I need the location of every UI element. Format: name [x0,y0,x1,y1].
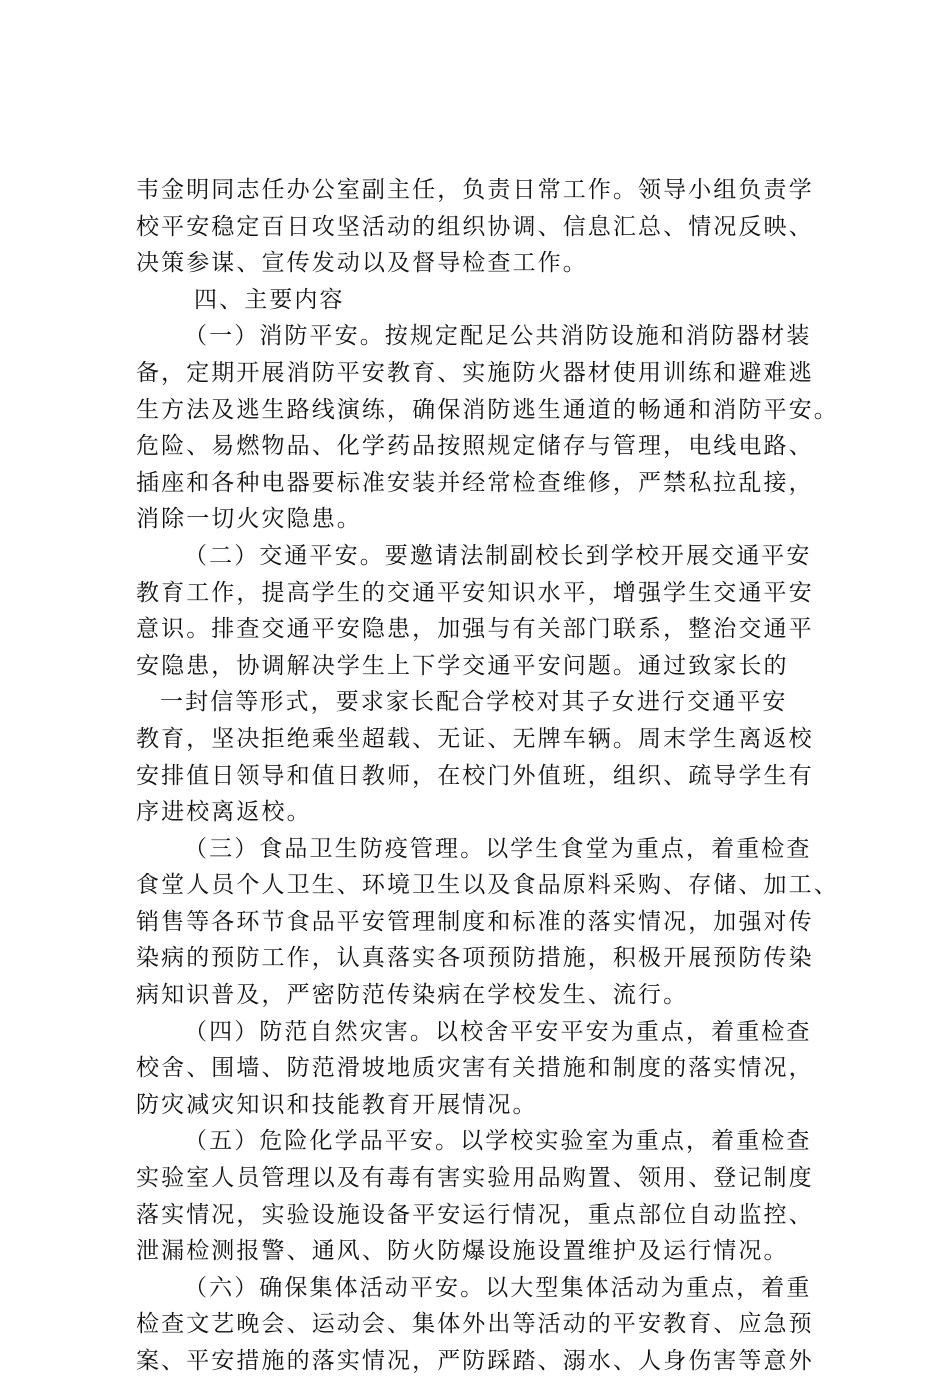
text-line: 一封信等形式，要求家长配合学校对其子女进行交通平安 [160,689,788,716]
text-line: 案、平安措施的落实情况，严防踩踏、溺水、人身伤害等意外 [136,1348,814,1374]
text-line: （四）防范自然灾害。以校舍平安平安为重点，着重检查 [184,1018,812,1045]
text-line: 生方法及逃生路线演练，确保消防逃生通道的畅通和消防平安。 [136,396,839,423]
text-line: 销售等各环节食品平安管理制度和标准的落实情况，加强对传 [136,908,814,935]
text-line: 教育，坚决拒绝乘坐超载、无证、无牌车辆。周末学生离返校 [136,725,814,752]
text-line: 教育工作，提高学生的交通平安知识水平，增强学生交通平安 [136,579,814,606]
text-line: 泄漏检测报警、通风、防火防爆设施设置维护及运行情况。 [136,1238,789,1265]
text-line: 安排值日领导和值日教师，在校门外值班，组织、疏导学生有 [136,762,814,789]
text-line: （二）交通平安。要邀请法制副校长到学校开展交通平安 [184,542,812,569]
text-line: 染病的预防工作，认真落实各项预防措施，积极开展预防传染 [136,945,814,972]
text-line: 韦金明同志任办公室副主任，负责日常工作。领导小组负责学 [136,177,814,203]
text-line: 决策参谋、宣传发动以及督导检查工作。 [136,250,588,277]
text-line: 防灾减灾知识和技能教育开展情况。 [136,1091,538,1118]
text-line: 校平安稳定百日攻坚活动的组织协调、信息汇总、情况反映、 [136,213,814,240]
text-line: 病知识普及，严密防范传染病在学校发生、流行。 [136,982,689,1009]
document-body [136,172,839,1380]
text-line: 校舍、围墙、防范滑坡地质灾害有关措施和制度的落实情况， [136,1055,814,1082]
text-line: （三）食品卫生防疫管理。以学生食堂为重点，着重检查 [184,835,812,862]
text-line: 危险、易燃物品、化学药品按照规定储存与管理，电线电路、 [136,433,814,460]
text-line: （五）危险化学品平安。以学校实验室为重点，着重检查 [184,1128,812,1155]
text-line: （一）消防平安。按规定配足公共消防设施和消防器材装 [184,323,812,350]
text-line: 安隐患，协调解决学生上下学交通平安问题。通过致家长的 [136,652,789,679]
text-line: 序进校离返校。 [136,799,312,826]
text-line: 备，定期开展消防平安教育、实施防火器材使用训练和避难逃 [136,359,814,386]
text-line: 食堂人员个人卫生、环境卫生以及食品原料采购、存储、加工、 [136,872,839,899]
text-line: （六）确保集体活动平安。以大型集体活动为重点，着重 [184,1274,812,1301]
text-line: 落实情况，实验设施设备平安运行情况，重点部位自动监控、 [136,1201,814,1228]
text-line: 消除一切火灾隐患。 [136,506,362,533]
section-heading: 四、主要内容 [194,286,345,313]
text-line: 意识。排查交通平安隐患，加强与有关部门联系，整治交通平 [136,616,814,643]
text-line: 检查文艺晚会、运动会、集体外出等活动的平安教育、应急预 [136,1311,814,1338]
text-line: 插座和各种电器要标准安装并经常检查维修，严禁私拉乱接， [136,469,814,496]
text-line: 实验室人员管理以及有毒有害实验用品购置、领用、登记制度 [136,1165,814,1192]
